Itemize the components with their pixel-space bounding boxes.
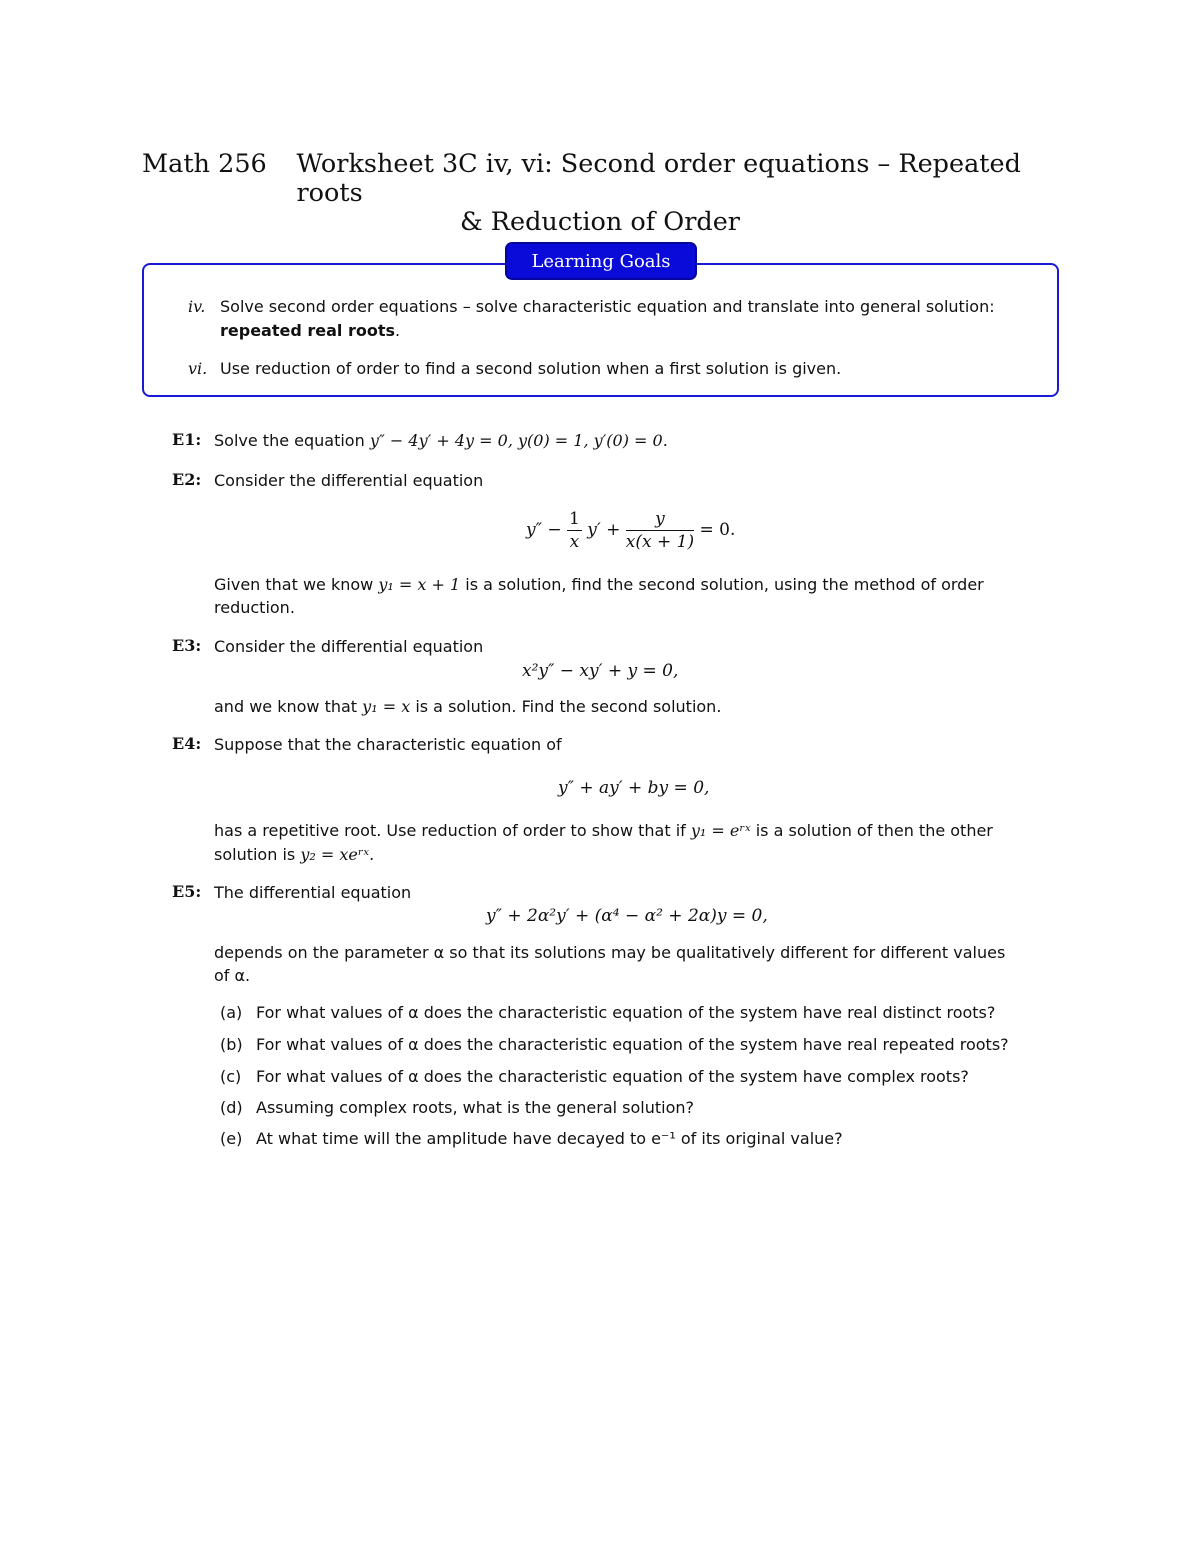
exercise-label-e3: E3: <box>172 636 202 655</box>
e4-line1-a: has a repetitive root. Use reduction of order to show that if <box>214 821 686 840</box>
exercise-label-e4: E4: <box>172 734 202 753</box>
e2-frac1 <box>567 508 582 553</box>
title-line-1: Worksheet 3C iv, vi: Second order equations – Repeated roots <box>296 149 1021 208</box>
e1-math: y″ − 4y′ + 4y = 0, y(0) = 1, y′(0) = 0. <box>369 431 668 450</box>
e5-item-letter: (e) <box>220 1129 243 1148</box>
e5-item-text: Assuming complex roots, what is the general solution? <box>256 1098 694 1117</box>
exercise-label-e2: E2: <box>172 470 202 489</box>
e5-item-text: For what values of α does the characteristic equation of the system have complex roots? <box>256 1067 969 1086</box>
e2-line2: reduction. <box>214 598 295 617</box>
goal-tail: . <box>395 321 401 340</box>
goal-vi <box>188 357 1038 381</box>
e2-frac1-den: x <box>569 532 580 552</box>
e2-frac2-num: y <box>626 508 694 531</box>
page-title <box>142 150 1058 237</box>
e4-equation: y″ + ay′ + by = 0, <box>558 778 710 798</box>
e2-line1 <box>214 573 1059 596</box>
e3-intro: Consider the differential equation <box>214 637 484 656</box>
e4-line2-math: y₂ = xeʳˣ. <box>300 845 375 864</box>
e4-line1 <box>214 819 1059 842</box>
goal-text: Use reduction of order to find a second solution when a first solution is given. <box>220 359 842 378</box>
e3-line-b: is a solution. Find the second solution. <box>415 697 722 716</box>
exercise-label-e5: E5: <box>172 882 202 901</box>
e3-line-a: and we know that <box>214 697 358 716</box>
e5-line2: of α. <box>214 966 251 985</box>
e5-item-text: At what time will the amplitude have decayed to e⁻¹ of its original value? <box>256 1129 843 1148</box>
e2-frac2-den: x(x + 1) <box>625 532 695 552</box>
e5-item-letter: (d) <box>220 1098 243 1117</box>
e5-item-letter: (b) <box>220 1035 243 1054</box>
goal-number: iv. <box>188 297 206 316</box>
e1-text <box>214 429 1059 452</box>
e5-equation: y″ + 2α²y′ + (α⁴ − α² + 2α)y = 0, <box>486 906 768 926</box>
goal-iv <box>188 295 1038 343</box>
e2-line1-math: y₁ = x + 1 <box>378 575 461 594</box>
e5-item-text: For what values of α does the characteristic equation of the system have real repeated roots? <box>256 1035 1009 1054</box>
e4-line2 <box>214 843 1059 866</box>
e2-eq-right: = 0. <box>699 520 736 540</box>
e2-eq-left: y″ − <box>526 520 562 540</box>
e1-intro: Solve the equation <box>214 431 365 450</box>
title-line-2: & Reduction of Order <box>459 207 740 237</box>
e2-frac2 <box>626 508 694 553</box>
e2-intro: Consider the differential equation <box>214 471 484 490</box>
learning-goals-tab: Learning Goals <box>505 242 697 280</box>
e2-eq-mid: y′ + <box>587 520 621 540</box>
e4-intro: Suppose that the characteristic equation of <box>214 735 562 754</box>
exercise-label-e1: E1: <box>172 430 202 449</box>
e4-line1-b: is a solution of then the other <box>755 821 993 840</box>
e3-line <box>214 695 1059 718</box>
e5-item-letter: (a) <box>220 1003 243 1022</box>
e3-line-math: y₁ = x <box>362 697 411 716</box>
e5-item-letter: (c) <box>220 1067 242 1086</box>
e5-intro: The differential equation <box>214 883 412 902</box>
e5-line1: depends on the parameter α so that its solutions may be qualitatively different for different values <box>214 943 1006 962</box>
e3-equation: x²y″ − xy′ + y = 0, <box>522 661 679 681</box>
goal-text: Solve second order equations – solve characteristic equation and translate into general solution: <box>220 297 995 316</box>
e2-frac1-num: 1 <box>569 509 580 529</box>
e2-line1-b: is a solution, find the second solution, using the method of order <box>465 575 984 594</box>
goal-bold-text: repeated real roots <box>220 321 396 340</box>
goal-number: vi. <box>188 359 208 378</box>
e5-item-text: For what values of α does the characteristic equation of the system have real distinct roots? <box>256 1003 996 1022</box>
e4-line2-a: solution is <box>214 845 296 864</box>
course-name: Math 256 <box>142 149 267 179</box>
e4-line1-math: y₁ = eʳˣ <box>690 821 751 840</box>
e2-line1-a: Given that we know <box>214 575 374 594</box>
e2-equation <box>526 508 735 553</box>
